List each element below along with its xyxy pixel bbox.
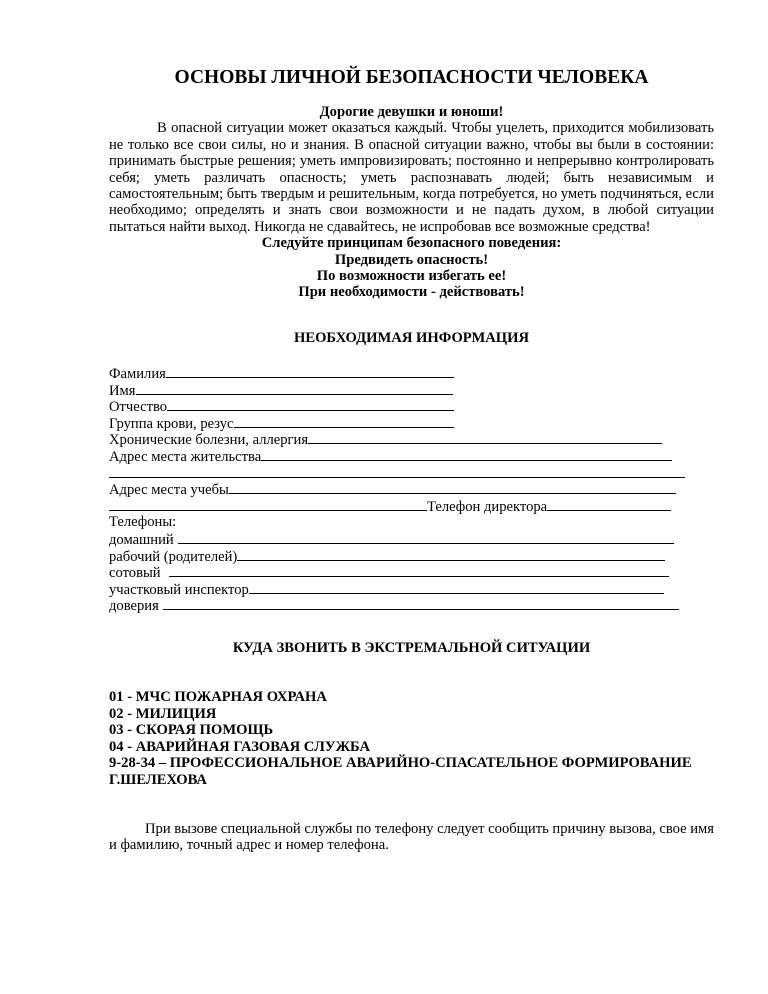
school-address-line [109, 481, 714, 498]
phones-label: Телефоны: [109, 514, 177, 531]
home-phone-label: домашний [109, 531, 174, 548]
name-line [109, 382, 714, 399]
name-blank[interactable] [136, 382, 453, 395]
service-item: 02 - МИЛИЦИЯ [109, 705, 217, 722]
patronymic-label: Отчество [109, 399, 168, 416]
blood-type-label: Группа крови, резус [109, 415, 234, 432]
intro-section [109, 104, 714, 301]
district-officer-line [109, 581, 714, 598]
home-phone-line [109, 531, 714, 548]
service-item: 03 - СКОРАЯ ПОМОЩЬ [109, 722, 274, 739]
work-phone-line [109, 548, 714, 565]
director-phone-blank[interactable] [547, 498, 671, 511]
director-phone-label: Телефон директора [427, 498, 548, 515]
service-item: 01 - МЧС ПОЖАРНАЯ ОХРАНА [109, 689, 327, 705]
work-phone-label: рабочий (родителей) [109, 548, 238, 565]
home-address-extra-line [109, 465, 714, 482]
surname-line [109, 365, 714, 382]
patronymic-blank[interactable] [167, 398, 454, 411]
principle-item: При необходимости - действовать! [298, 284, 525, 301]
info-form [109, 365, 714, 614]
trust-line-label: доверия [109, 598, 159, 615]
trust-line-line [109, 597, 714, 614]
emergency-services-list [109, 689, 714, 789]
emergency-heading: КУДА ЗВОНИТЬ В ЭКСТРЕМАЛЬНОЙ СИТУАЦИИ [232, 640, 591, 656]
patronymic-line [109, 398, 714, 415]
document-title: ОСНОВЫ ЛИЧНОЙ БЕЗОПАСНОСТИ ЧЕЛОВЕКА [174, 67, 649, 88]
principles-heading: Следуйте принципам безопасного поведения: [261, 235, 562, 252]
school-address-extra-blank[interactable] [109, 498, 427, 511]
mobile-phone-line [109, 564, 714, 581]
home-address-label: Адрес места жительства [109, 448, 262, 465]
intro-paragraph: В опасной ситуации может оказаться каждый. Чтобы уцелеть, приходится мобилизовать не только все свои силы, но и знания. В опасной ситуации важно, чтобы вы были в состоянии: принимать быстрые решения; уметь импровизировать; постоянно и непрерывно контролировать себя; уметь различать опасность; уметь распознавать людей; быть независимым и самостоятельным; быть твердым и решительным, когда потребуется, но уметь подчиняться, если необходимо; определять и знать свои возможности и не падать духом, в любой ситуации пытаться найти выход. Никогда не сдавайтесь, не испробовав все возможные средства! [109, 120, 714, 235]
mobile-phone-blank[interactable] [169, 564, 669, 577]
info-section-heading: НЕОБХОДИМАЯ ИНФОРМАЦИЯ [294, 330, 529, 346]
name-label: Имя [109, 382, 136, 399]
service-item: 9-28-34 – ПРОФЕССИОНАЛЬНОЕ АВАРИЙНО-СПАСАТЕЛЬНОЕ ФОРМИРОВАНИЕ Г.ШЕЛЕХОВА [109, 755, 692, 788]
school-address-blank[interactable] [229, 481, 676, 494]
call-instructions-note: При вызове специальной службы по телефону следует сообщить причину вызова, свое имя и фамилию, точный адрес и номер телефона. [109, 820, 714, 854]
blood-type-line [109, 415, 714, 432]
principle-item: Предвидеть опасность! [334, 251, 489, 268]
director-phone-line [109, 498, 714, 515]
chronic-line [109, 431, 714, 448]
district-officer-blank[interactable] [249, 581, 664, 594]
phones-heading-line [109, 514, 714, 531]
home-address-line [109, 448, 714, 465]
trust-line-blank[interactable] [163, 597, 679, 610]
chronic-label: Хронические болезни, аллергия [109, 432, 309, 449]
principles-list [109, 235, 714, 301]
district-officer-label: участковый инспектор [109, 581, 249, 598]
school-address-label: Адрес места учебы [109, 482, 229, 499]
greeting: Дорогие девушки и юноши! [319, 104, 504, 120]
surname-label: Фамилия [109, 366, 166, 382]
chronic-blank[interactable] [308, 431, 662, 444]
home-address-blank[interactable] [261, 448, 672, 461]
service-item: 04 - АВАРИЙНАЯ ГАЗОВАЯ СЛУЖБА [109, 738, 370, 755]
home-address-extra-blank[interactable] [109, 465, 685, 478]
blood-type-blank[interactable] [234, 415, 454, 428]
work-phone-blank[interactable] [237, 548, 665, 561]
mobile-phone-label: сотовый [109, 565, 161, 582]
surname-blank[interactable] [166, 365, 454, 378]
home-phone-blank[interactable] [178, 531, 674, 544]
principle-item: По возможности избегать ее! [316, 268, 507, 285]
